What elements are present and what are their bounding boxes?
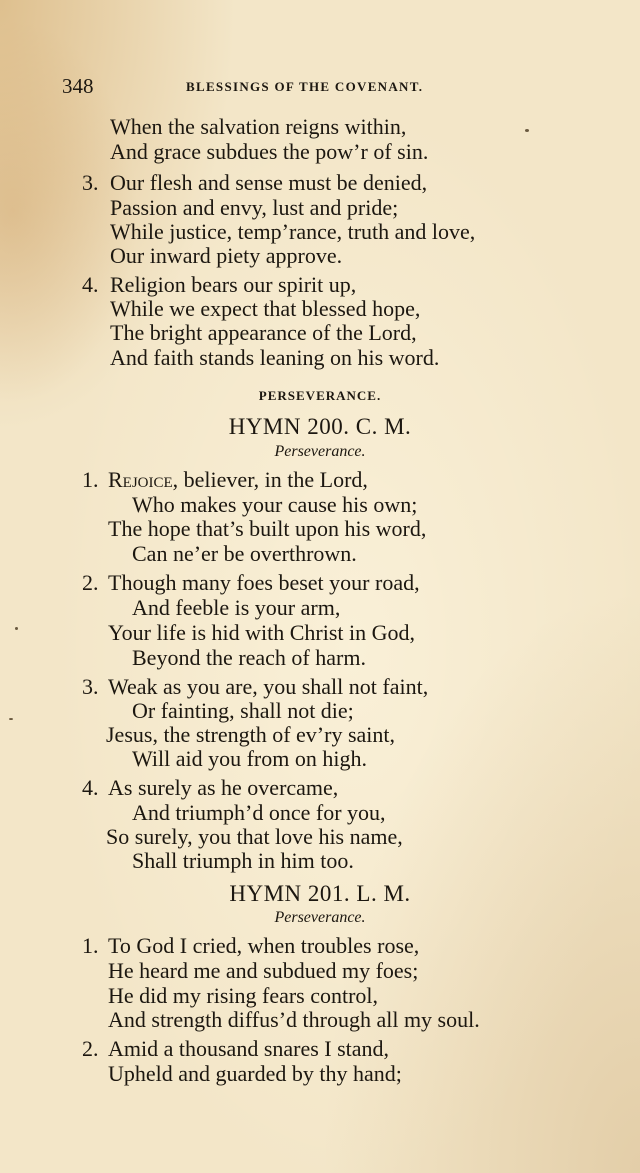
verse-line: While we expect that blessed hope, — [110, 296, 421, 321]
verse-line: Weak as you are, you shall not faint, — [108, 674, 429, 699]
page-number: 348 — [62, 74, 94, 98]
verse-number: 3. — [82, 674, 99, 699]
verse-line: He heard me and subdued my foes; — [108, 958, 419, 983]
hymn-subtitle: Perseverance. — [274, 443, 366, 460]
verse-number: 2. — [82, 1036, 99, 1061]
verse-line: The bright appearance of the Lord, — [110, 320, 417, 345]
verse-line: The hope that’s built upon his word, — [108, 516, 427, 541]
running-title: BLESSINGS OF THE COVENANT. — [186, 79, 424, 94]
verse-line: Our flesh and sense must be denied, — [110, 170, 428, 195]
paper-speck — [9, 718, 13, 720]
paper-speck — [525, 129, 529, 132]
verse-line: And grace subdues the pow’r of sin. — [110, 139, 429, 164]
section-heading: PERSEVERANCE. — [258, 388, 382, 403]
verse-line: Religion bears our spirit up, — [110, 272, 357, 297]
first-line-rest: believer, in the Lord, — [178, 467, 368, 492]
verse-line: And strength diffus’d through all my soul. — [108, 1007, 480, 1032]
verse-line: Beyond the reach of harm. — [132, 645, 366, 670]
verse-line: And feeble is your arm, — [132, 595, 341, 620]
verse-line: As surely as he overcame, — [108, 775, 339, 800]
verse-line: Though many foes beset your road, — [108, 570, 420, 595]
verse-number: 4. — [82, 775, 99, 800]
verse-line: And triumph’d once for you, — [132, 800, 386, 825]
verse-number: 3. — [82, 170, 99, 195]
verse-line: He did my rising fears control, — [108, 983, 379, 1008]
verse-line: So surely, you that love his name, — [106, 824, 403, 849]
hymn-title: HYMN 200. C. M. — [228, 414, 412, 439]
page-header — [62, 72, 542, 100]
verse-line: And faith stands leaning on his word. — [110, 345, 440, 370]
paper-speck — [15, 627, 18, 630]
verse-line: Upheld and guarded by thy hand; — [108, 1061, 402, 1086]
verse-line — [108, 467, 368, 493]
verse-number: 4. — [82, 272, 99, 297]
hymn-subtitle: Perseverance. — [274, 909, 366, 926]
verse-line: Or fainting, shall not die; — [132, 698, 354, 723]
verse-line: Passion and envy, lust and pride; — [110, 195, 399, 220]
verse-line: Shall triumph in him too. — [132, 848, 354, 873]
verse-line: Amid a thousand snares I stand, — [108, 1036, 390, 1061]
verse-line: While justice, temp’rance, truth and love, — [110, 219, 476, 244]
verse-line: To God I cried, when troubles rose, — [108, 933, 420, 958]
hymn-title: HYMN 201. L. M. — [229, 881, 411, 906]
verse-line: Who makes your cause his own; — [132, 492, 418, 517]
verse-number: 2. — [82, 570, 99, 595]
verse-number: 1. — [82, 933, 99, 958]
verse-number: 1. — [82, 467, 99, 492]
verse-line: Jesus, the strength of ev’ry saint, — [106, 722, 395, 747]
first-word: Rejoice, — [108, 467, 179, 492]
verse-line: When the salvation reigns within, — [110, 114, 407, 139]
verse-line: Our inward piety approve. — [110, 243, 343, 268]
verse-line: Will aid you from on high. — [132, 746, 367, 771]
verse-line: Can ne’er be overthrown. — [132, 541, 357, 566]
verse-line: Your life is hid with Christ in God, — [108, 620, 416, 645]
